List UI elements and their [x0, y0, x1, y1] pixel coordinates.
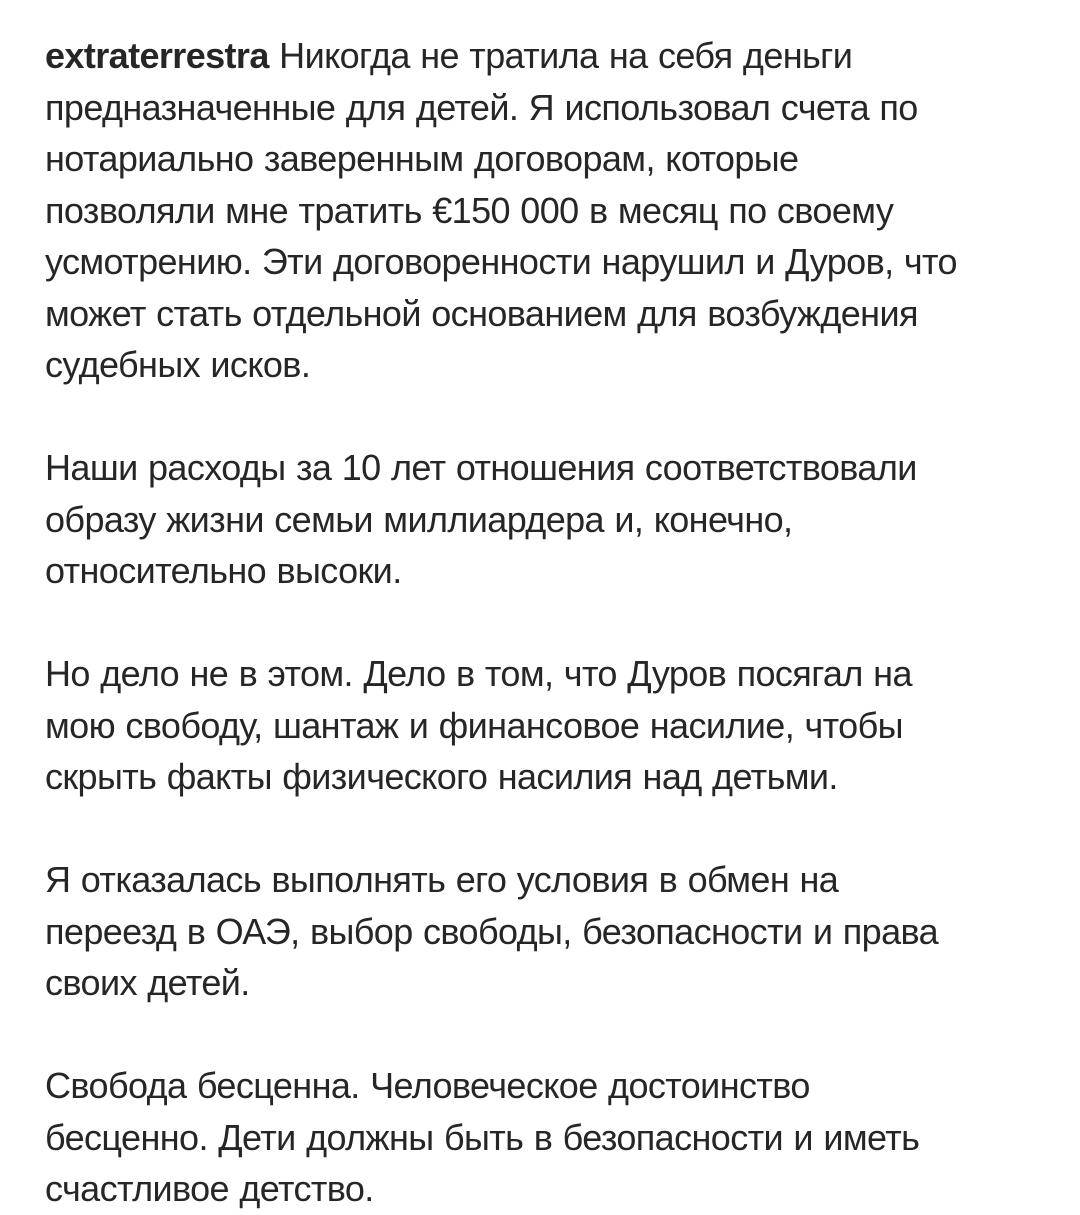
caption-line: нотариально заверенным договорам, которые	[45, 138, 799, 179]
caption-line: может стать отдельной основанием для возбуждения	[45, 292, 918, 334]
caption-line: переезд в ОАЭ, выбор свободы, безопасности и права	[45, 910, 939, 952]
caption-text: Никогда не тратила на себя деньги	[279, 35, 853, 76]
caption-line: своих детей.	[45, 962, 250, 1003]
caption-line: мою свободу, шантаж и финансовое насилие, чтобы	[45, 704, 903, 746]
caption-line: бесценно. Дети должны быть в безопасности и иметь	[45, 1116, 920, 1158]
caption-line: Но дело не в этом. Дело в том, что Дуров посягал на	[45, 653, 912, 694]
username-link[interactable]: extraterrestra	[45, 35, 269, 76]
caption-line: скрыть факты физического насилия над детьми.	[45, 756, 838, 797]
caption-paragraph	[45, 1060, 1045, 1215]
caption-line: Наши расходы за 10 лет отношения соответствовали	[45, 447, 917, 488]
caption-line: позволяли мне тратить €150 000 в месяц по своему	[45, 189, 894, 231]
caption-line: усмотрению. Эти договоренности нарушил и Дуров, что	[45, 241, 957, 282]
caption-line: судебных исков.	[45, 344, 311, 385]
caption-line: счастливое детство.	[45, 1168, 374, 1209]
caption-line: предназначенные для детей. Я использовал счета по	[45, 86, 918, 128]
caption-paragraph	[45, 854, 1045, 1009]
caption-line: относительно высоки.	[45, 550, 402, 591]
post-caption	[45, 30, 1045, 1215]
caption-line: Я отказалась выполнять его условия в обмен на	[45, 859, 839, 900]
caption-line	[45, 30, 1045, 82]
caption-line: Свобода бесценна. Человеческое достоинство	[45, 1065, 810, 1106]
caption-paragraph	[45, 442, 1045, 597]
caption-line: образу жизни семьи миллиардера и, конечно,	[45, 498, 793, 540]
caption-paragraph	[45, 30, 1045, 391]
caption-paragraph	[45, 648, 1045, 803]
